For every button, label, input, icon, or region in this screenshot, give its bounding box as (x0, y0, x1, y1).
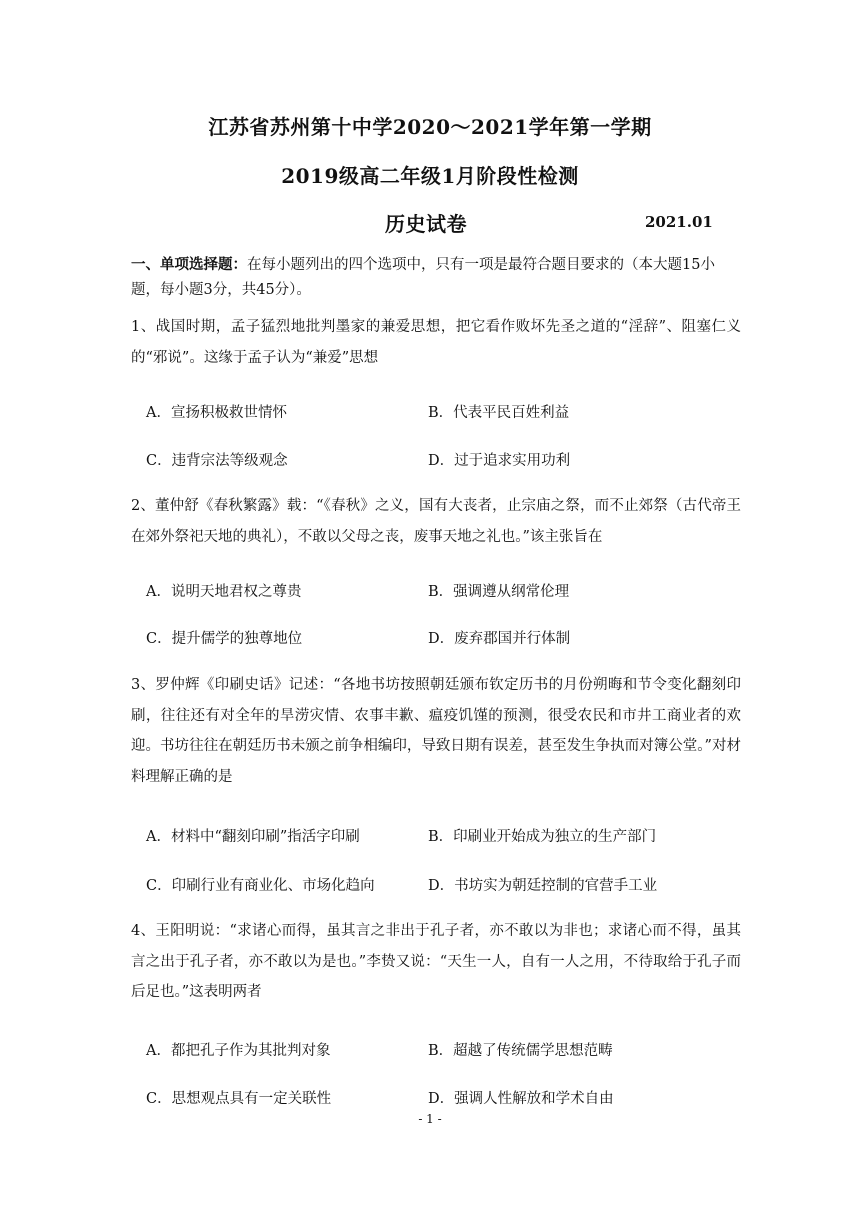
exam-title-school: 江苏省苏州第十中学2020～2021学年第一学期 (208, 115, 652, 139)
section-instructions (131, 252, 741, 303)
question-3-option-d[interactable]: D．书坊实为朝廷控制的官营手工业 (428, 878, 658, 894)
question-2-option-b[interactable]: B．强调遵从纲常伦理 (428, 584, 570, 600)
question-2-option-c[interactable]: C．提升儒学的独尊地位 (146, 631, 303, 647)
question-4-option-a[interactable]: A．都把孔子作为其批判对象 (146, 1043, 331, 1059)
section-heading: 一、单项选择题： (131, 256, 247, 273)
question-4-option-b[interactable]: B．超越了传统儒学思想范畴 (428, 1043, 613, 1059)
question-4-option-d[interactable]: D．强调人性解放和学术自由 (428, 1091, 614, 1107)
exam-title-grade: 2019级高二年级1月阶段性检测 (281, 164, 579, 188)
question-1-stem: 1、战国时期，孟子猛烈地批判墨家的兼爱思想，把它看作败坏先圣之道的“淫辞”、阻塞仁义的“邪说”。这缘于孟子认为“兼爱”思想 (131, 319, 741, 366)
question-1-option-c[interactable]: C．违背宗法等级观念 (146, 453, 288, 469)
question-3-stem: 3、罗仲辉《印刷史话》记述：“各地书坊按照朝廷颁布钦定历书的月份朔晦和节令变化翻刻印刷，往往还有对全年的旱涝灾情、农事丰歉、瘟疫饥馑的预测，很受农民和市井工商业者的欢迎。书坊往往在朝廷历书未颁之前争相编印，导致日期有误差，甚至发生争执而对簿公堂。”对材料理解正确的是 (131, 677, 741, 785)
section-instruction-text: 在每小题列出的四个选项中，只有一项是最符合题目要求的（本大题15小题，每小题3分，共45分）。 (131, 257, 715, 298)
question-4-option-c[interactable]: C．思想观点具有一定关联性 (146, 1091, 332, 1107)
question-2-option-a[interactable]: A．说明天地君权之尊贵 (146, 584, 302, 600)
question-3-option-c[interactable]: C．印刷行业有商业化、市场化趋向 (146, 878, 375, 894)
question-2-option-d[interactable]: D．废弃郡国并行体制 (428, 631, 571, 647)
exam-title-subject: 历史试卷 (385, 212, 467, 236)
question-2-stem: 2、董仲舒《春秋繁露》载：“《春秋》之义，国有大丧者，止宗庙之祭，而不止郊祭（古代帝王在郊外祭祀天地的典礼），不敢以父母之丧，废事天地之礼也。”该主张旨在 (131, 498, 741, 545)
page-number: - 1 - (418, 1112, 442, 1126)
question-1-option-d[interactable]: D．过于追求实用功利 (428, 453, 571, 469)
question-1-option-b[interactable]: B．代表平民百姓利益 (428, 405, 570, 421)
question-3-option-b[interactable]: B．印刷业开始成为独立的生产部门 (428, 829, 657, 845)
question-3-option-a[interactable]: A．材料中“翻刻印刷”指活字印刷 (146, 829, 360, 845)
exam-date: 2021.01 (645, 213, 713, 231)
question-4-stem: 4、王阳明说：“求诸心而得，虽其言之非出于孔子者，亦不敢以为非也；求诸心而不得，虽其言之出于孔子者，亦不敢以为是也。”李贽又说：“天生一人，自有一人之用，不待取给于孔子而后足也。”这表明两者 (131, 923, 741, 1000)
question-1-option-a[interactable]: A．宣扬积极救世情怀 (146, 405, 287, 421)
